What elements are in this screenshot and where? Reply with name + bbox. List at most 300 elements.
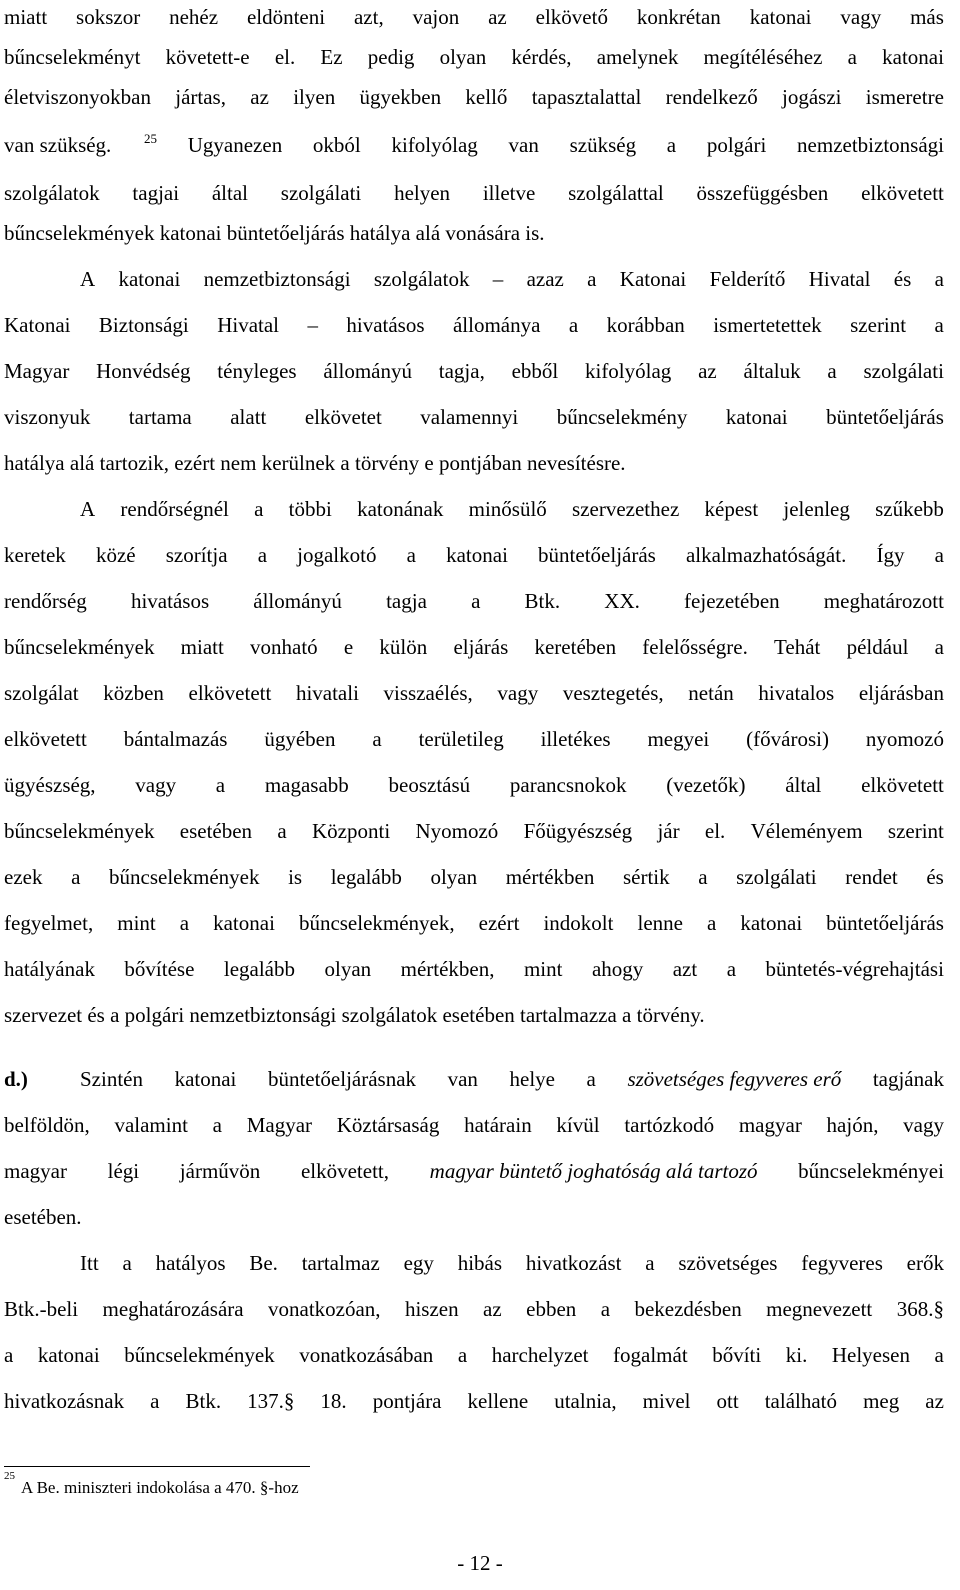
word: ismeretre [865,85,944,109]
word: elkövetett [861,181,944,205]
word: szolgálattal [568,181,664,205]
word: a [406,543,416,567]
word: magasabb [264,773,349,797]
word: bűncselekmények [109,865,260,889]
word: minősülő [468,497,547,521]
text-line [4,1156,944,1186]
word: ügyészség, [4,773,96,797]
word: által [785,773,822,797]
text-line [4,218,944,248]
text-line [4,42,944,72]
word: hivatali [295,681,359,705]
word: állományú [323,359,413,383]
word: netán [688,681,734,705]
word: magyar [4,1159,67,1183]
word: Magyar [4,359,70,383]
word: katonai [174,1067,237,1091]
word: a [707,911,717,935]
word: (fővárosi) [746,727,829,751]
word: elkövető [535,5,608,29]
text-line [4,356,944,386]
word: polgári [706,133,767,157]
word: katonai [446,543,508,567]
word: hatályának [4,957,95,981]
word: Katonai [619,267,687,291]
word: Magyar [246,1113,313,1137]
word: is [288,865,303,889]
word: legalább [223,957,296,981]
word: el. [274,45,296,69]
text-segment: tagjának [872,1067,944,1091]
word: ebből [511,359,559,383]
footnote [4,1470,299,1501]
word: pedig [367,45,415,69]
word: az [488,5,507,29]
word: Szintén [80,1067,143,1091]
word: Tehát [774,635,821,659]
word: szolgálati [736,865,817,889]
word: eldönteni [246,5,326,29]
word: sértik [622,865,670,889]
text-line [4,2,944,32]
word: vagy [135,773,177,797]
word: bűncselekmények [4,819,155,843]
word: bűncselekmények [4,635,155,659]
word: lenne [637,911,683,935]
word: meg [863,1389,900,1413]
word: Köztársaság [336,1113,440,1137]
word: sokszor [76,5,141,29]
text-segment: bűncselekmények katonai büntetőeljárás hatálya alá vonására is. [4,221,545,245]
word: megítéléséhez [703,45,823,69]
word: hivatásos [346,313,425,337]
word: bűncselekmény [556,405,688,429]
word: olyan [439,45,487,69]
text-line [4,954,944,984]
word: fogalmát [613,1343,688,1367]
footnote-text: A Be. miniszteri indokolása a 470. §-hoz [21,1478,299,1497]
word: azt [672,957,698,981]
word: katonai [118,267,181,291]
word: Főügyészség [523,819,633,843]
word: a [568,313,579,337]
word: olyan [430,865,478,889]
text-line [4,816,944,846]
word: van [447,1067,478,1091]
word: indokolt [543,911,614,935]
word: nemzetbiztonsági [797,133,944,157]
text-segment: van szükség. [4,133,112,157]
text-line [4,1202,944,1232]
word: a [4,1343,14,1367]
word: magyar [738,1113,802,1137]
word: más [910,5,944,29]
word: a [254,497,264,521]
text-line [4,402,944,432]
word: Hivatal [217,313,279,337]
word: alkalmazhatóságát. [685,543,847,567]
word: jártas, [175,85,226,109]
word: vagy [903,1113,944,1137]
word: ki. [785,1343,808,1367]
word: parancsnokok [509,773,627,797]
word: a [179,911,190,935]
text-line [4,678,944,708]
word: amelynek [596,45,679,69]
word: a [372,727,382,751]
word: szükség [569,133,637,157]
word: kifolyólag [391,133,478,157]
word: viszonyuk [4,405,91,429]
word: szolgálat [4,681,79,705]
word: tagja [386,589,427,613]
word: tartózkodó [624,1113,715,1137]
word: többi [288,497,332,521]
word: büntetőeljárás [826,911,944,935]
word: vonható [250,635,318,659]
word: vajon [412,5,460,29]
word: egy [403,1251,434,1275]
word: a [934,267,944,291]
word: olyan [324,957,372,981]
word: nyomozó [865,727,944,751]
word: a [934,543,944,567]
word: ezért [478,911,520,935]
word: Itt [80,1251,99,1275]
word: jogalkotó [297,543,377,567]
word: katonai [37,1343,100,1367]
word: elkövetett [861,773,944,797]
text-line [4,724,944,754]
word: területileg [418,727,504,751]
word: alatt [230,405,267,429]
word: kellene [467,1389,529,1413]
word: a [934,313,944,337]
word: fegyelmet, [4,911,94,935]
word: határain [464,1113,532,1137]
text-line [4,82,944,112]
word: illetékes [540,727,611,751]
word: azt, [353,5,384,29]
word: mint [523,957,563,981]
word: tagjai [132,181,180,205]
word: korábban [606,313,685,337]
word: ügyében [264,727,336,751]
word: tapasztalattal [531,85,642,109]
word: Honvédség [96,359,191,383]
word: a [215,773,226,797]
section-label: d.) [4,1067,28,1091]
text-line [4,862,944,892]
word: (vezetők) [666,773,746,797]
word: ebben [526,1297,577,1321]
text-line [80,264,944,294]
word: Btk. [185,1389,222,1413]
word: rendőrségnél [120,497,229,521]
word: a [150,1389,160,1413]
word: miatt [4,5,48,29]
text-segment: esetében. [4,1205,82,1229]
word: utalnia, [554,1389,617,1413]
word: eljárás [453,635,509,659]
word: keretek [4,543,66,567]
word: bántalmazás [123,727,228,751]
word: mértékben [505,865,595,889]
word: található [764,1389,838,1413]
word: légi [107,1159,140,1183]
word: szerint [850,313,907,337]
word: vagy [497,681,539,705]
word: szolgálatok [373,267,470,291]
word: belföldön, [4,1113,90,1137]
word: Központi [312,819,391,843]
word: vonatkozásában [299,1343,434,1367]
word: állományú [253,589,342,613]
word: Katonai [4,313,71,337]
word: ott [716,1389,739,1413]
word: azaz [526,267,564,291]
word: a [257,543,268,567]
word: közben [103,681,164,705]
word: például [846,635,909,659]
word: nemzetbiztonsági [203,267,351,291]
word: e [343,635,354,659]
text-line [4,1000,944,1030]
word: vesztegetés, [562,681,664,705]
word: hiszen [404,1297,459,1321]
word: ismertetettek [713,313,822,337]
word: – [492,267,504,291]
word: szervezethez [572,497,680,521]
word: fegyveres [801,1251,883,1275]
word: katonának [357,497,444,521]
italic-term: magyar büntető joghatóság alá tartozó [429,1159,758,1183]
word: a [212,1113,222,1137]
word: beosztású [388,773,471,797]
word: erők [906,1251,944,1275]
word: esetében [179,819,253,843]
word: Be. [249,1251,278,1275]
word: nehéz [169,5,219,29]
text-segment: hatálya alá tartozik, ezért nem kerülnek a törvény e pontjában nevesítésre. [4,451,626,475]
word: vonatkozóan, [268,1297,381,1321]
word: keretében [534,635,617,659]
word: valamint [114,1113,188,1137]
text-line [80,1248,944,1278]
word: szolgálati [863,359,944,383]
word: Nyomozó [415,819,499,843]
word: és [926,865,944,889]
word: – [307,313,318,337]
word: életviszonyokban [4,85,151,109]
word: konkrétan [636,5,721,29]
text-line [4,448,944,478]
word: büntetőeljárás [826,405,944,429]
word: hivatalos [758,681,835,705]
word: elkövetett [4,727,87,751]
text-line [4,632,944,662]
word: helye [509,1067,555,1091]
text-line [4,770,944,800]
word: pontjára [372,1389,442,1413]
text-line [80,494,944,524]
word: bűncselekmények, [298,911,455,935]
text-line [80,1064,944,1094]
text-line [4,908,944,938]
word: büntetés-végrehajtási [765,957,944,981]
word: bűncselekményt [4,45,141,69]
word: katonai [725,405,788,429]
word: a [600,1297,611,1321]
word: külön [379,635,428,659]
word: mint [117,911,156,935]
word: katonai [213,911,275,935]
word: megnevezett [766,1297,873,1321]
word: Hivatal [808,267,871,291]
text-line [4,586,944,616]
word: katonai [882,45,944,69]
word: követett-e [165,45,250,69]
word: miatt [180,635,224,659]
word: Ugyanezen [187,133,283,157]
text-line [4,540,944,570]
word: Véleményem [750,819,863,843]
word: helyen [394,181,451,205]
word: által [211,181,249,205]
text-line [4,1294,944,1324]
word: jelenleg [783,497,850,521]
word: a [586,1067,596,1091]
word: tagja, [438,359,485,383]
word: Btk. [524,589,561,613]
word: 18. [320,1389,347,1413]
word: összefüggésben [696,181,829,205]
word: közé [95,543,136,567]
word: legalább [330,865,402,889]
word: mivel [642,1389,691,1413]
word: ahogy [591,957,644,981]
footnote-number: 25 [4,1470,15,1483]
word: Btk.-beli [4,1297,79,1321]
word: megyei [647,727,710,751]
word: a [934,1343,944,1367]
word: bekezdésben [634,1297,742,1321]
word: XX. [604,589,640,613]
word: valamennyi [420,405,519,429]
word: hajón, [826,1113,879,1137]
word: vagy [840,5,882,29]
word: felelősségre. [642,635,748,659]
word: szerint [887,819,944,843]
footnote-separator [4,1466,310,1467]
word: bűncselekmények [124,1343,275,1367]
text-line [4,310,944,340]
word: szövetséges [678,1251,778,1275]
word: meghatározott [823,589,944,613]
word: ezek [4,865,43,889]
word: rendet [845,865,898,889]
word: 137.§ [247,1389,295,1413]
text-line [4,1340,944,1370]
word: Felderítő [709,267,786,291]
text-line [4,1386,944,1416]
text-line: van szükség. $^{25}$ Ugyanezen okból kifolyólag van szükség a polgári nemzetbiztonsági [4,130,944,160]
word: illetve [482,181,536,205]
word: kellő [465,85,508,109]
word: elkövetet [304,405,382,429]
word: eljárásban [858,681,944,705]
word: jár [657,819,680,843]
word: hibás [457,1251,503,1275]
word: meghatározására [102,1297,244,1321]
word: hivatkozást [525,1251,622,1275]
word: a [471,589,481,613]
word: a [934,635,944,659]
word: a [645,1251,655,1275]
word: Ez [320,45,343,69]
word: a [847,45,857,69]
word: a [698,865,708,889]
text-segment: bűncselekményei [798,1159,944,1183]
italic-term: szövetséges fegyveres erő [627,1067,842,1091]
word: a [827,359,837,383]
word: büntetőeljárás [538,543,656,567]
word: kívül [556,1113,600,1137]
word: Biztonsági [98,313,189,337]
word: visszaélés, [383,681,473,705]
word: a [726,957,737,981]
word: tartama [128,405,192,429]
word: ügyekben [359,85,442,109]
word: az [698,359,717,383]
word: tartalmaz [301,1251,380,1275]
word: el. [704,819,726,843]
word: 368.§ [896,1297,944,1321]
word: hivatkozásnak [4,1389,125,1413]
word: okból [312,133,361,157]
word: az [925,1389,944,1413]
word: és [893,267,912,291]
word: szolgálati [280,181,362,205]
word: büntetőeljárásnak [267,1067,417,1091]
word: mértékben, [400,957,495,981]
text-line [4,178,944,208]
text-line [4,1110,944,1140]
word: fejezetében [684,589,780,613]
page-number: - 12 - [457,1551,503,1575]
word: az [250,85,269,109]
word: szorítja [165,543,228,567]
word: szolgálatok [4,181,100,205]
word: a [457,1343,468,1367]
word: járművön [179,1159,261,1183]
word: a [277,819,287,843]
word: általuk [743,359,801,383]
word: a [666,133,677,157]
word: A [80,267,96,291]
word: rendőrség [4,589,87,613]
word: a [71,865,81,889]
word: a [122,1251,132,1275]
word: az [483,1297,502,1321]
word: hatályos [155,1251,226,1275]
word: Helyesen [831,1343,910,1367]
word: ilyen [293,85,336,109]
word: rendelkező [665,85,758,109]
word: harchelyzet [491,1343,589,1367]
word: Így [876,543,905,567]
word: kérdés, [511,45,572,69]
